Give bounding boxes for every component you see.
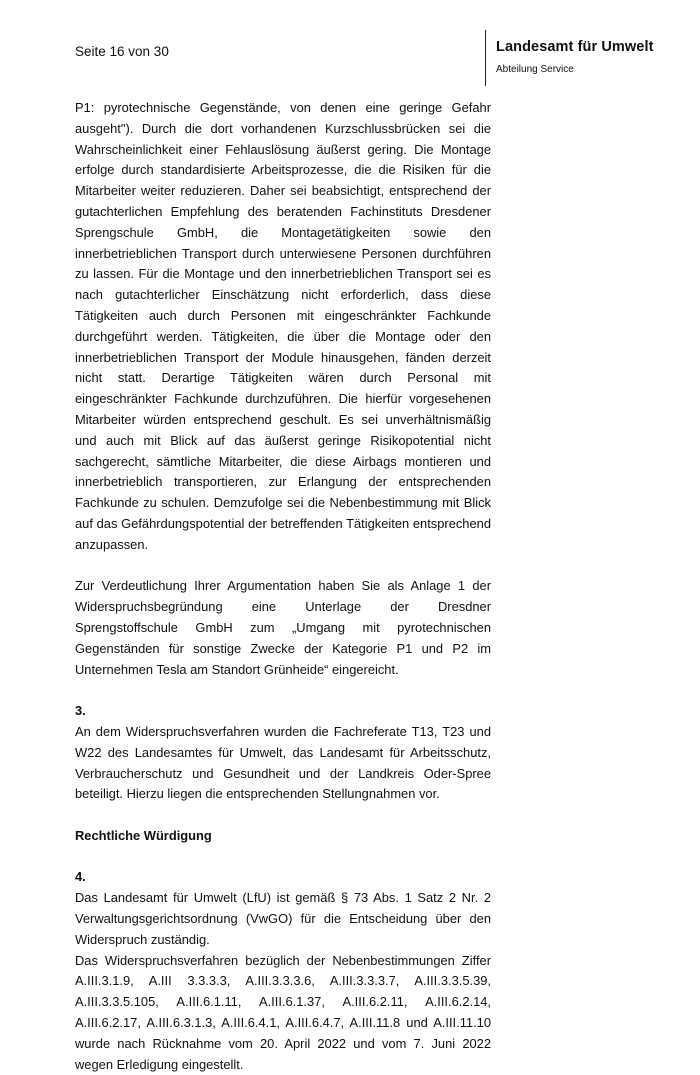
spacer (75, 680, 491, 701)
section-3-number: 3. (75, 703, 86, 719)
paragraph-5: Das Widerspruchsverfahren bezüglich der Nebenbestimmungen Ziffer A.III.3.1.9, A.III 3.3.3.3, A.III.3.3.3.6, A.III.3.3.3.7, A.III.3.3.5.39, A.III.3.3.5.105, A.III.6.1.11, A.III.6.1.37, A.III.6.2.11, A.III.6.2.14, A.III.6.2.17, A.III.6.3.1.3, A.III.6.4.1, A.III.6.4.7, A.III.11.8 und A.III.11.10 wurde nach Rücknahme vom 20. April 2022 und vom 7. Juni 2022 wegen Erledigung eingestellt. (75, 952, 491, 1072)
letterhead (485, 30, 654, 86)
paragraph-3: An dem Widerspruchsverfahren wurden die Fachreferate T13, T23 und W22 des Landesamtes für Umwelt, das Landesamt für Arbeitsschutz, Verbraucherschutz und Gesundheit und der Landkreis Oder-Spree beteiligt. Hierzu liegen die entsprechenden Stellungnahmen vor. (75, 723, 491, 802)
document-body (75, 98, 491, 1075)
section-4-number: 4. (75, 869, 86, 885)
paragraph-2: Zur Verdeutlichung Ihrer Argumentation haben Sie als Anlage 1 der Widerspruchsbegründung eine Unterlage der Dresdner Sprengstoffschule GmbH zum „Umgang mit pyrotechnischen Gegenständen für sonstige Zwecke der Kategorie P1 und P2 im Unternehmen Tesla am Standort Grünheide“ eingereicht. (75, 578, 491, 677)
spacer (75, 805, 491, 826)
spacer (75, 556, 491, 577)
paragraph-1: P1: pyrotechnische Gegenstände, von denen eine geringe Gefahr ausgeht"). Durch die dort vorhandenen Kurzschlussbrücken sei die Wahrscheinlichkeit einer Fehlauslösung äußerst gering. Die Montage erfolge durch standardisierte Arbeitsprozesse, die die Risiken für die Mitarbeiter weiter reduzieren. Daher sei beabsichtigt, entsprechend der gutachterlichen Empfehlung des beratenden Fachinstituts Dresdener Sprengschule GmbH, die Montagetätigkeiten sowie den innerbetrieblichen Transport durch unterwiesene Personen durchführen zu lassen. Für die Montage und den innerbetrieblichen Transport sei es nach gutachterlicher Einschätzung nicht erforderlich, dass diese Tätigkeiten auch durch Personen mit eingeschränkter Fachkunde durchgeführt werden. Tätigkeiten, die über die Montage oder den innerbetrieblichen Transport der Module hinausgehen, fänden derzeit nicht statt. Derartige Tätigkeiten wären durch Personal mit eingeschränkter Fachkunde durchzuführen. Die hierfür vorgesehenen Mitarbeiter würden entsprechend geschult. Es sei unverhältnismäßig und auch mit Blick auf das äußerst geringe Risikopotential nicht sachgerecht, sämtliche Mitarbeiter, die diese Airbags montieren und innerbetrieblich transportieren, zur Erlangung der entsprechenden Fachkunde zu schulen. Demzufolge sei die Nebenbestimmung mit Blick auf das Gefährdungspotential der betreffenden Tätigkeiten entsprechend anzupassen. (75, 100, 491, 552)
section-heading: Rechtliche Würdigung (75, 827, 212, 843)
spacer (75, 847, 491, 868)
page-number: Seite 16 von 30 (75, 44, 169, 59)
organization-name: Landesamt für Umwelt (496, 39, 654, 55)
paragraph-4: Das Landesamt für Umwelt (LfU) ist gemäß § 73 Abs. 1 Satz 2 Nr. 2 Verwaltungsgerichtsordnung (VwGO) für die Entscheidung über den Widerspruch zuständig. (75, 890, 491, 947)
department-name: Abteilung Service (496, 64, 574, 75)
